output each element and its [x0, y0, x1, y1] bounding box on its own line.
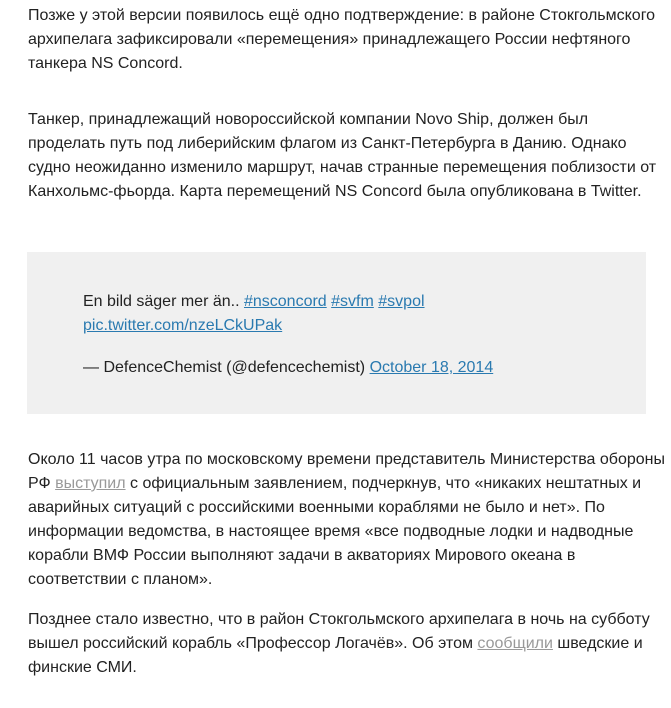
paragraph-ministry-statement — [28, 448, 668, 592]
paragraph-professor-logachev — [28, 608, 668, 680]
tweet-author: — DefenceChemist (@defencechemist) — [83, 359, 366, 376]
tweet-text-prefix: En bild säger mer än.. — [83, 293, 240, 310]
paragraph-text-end: шведские и финские СМИ. — [28, 635, 643, 676]
hashtag-link-svpol[interactable]: #svpol — [378, 293, 425, 310]
paragraph-text-end: с официальным заявлением, подчеркнув, что «никаких нештатных и аварийных ситуаций с российскими военными кораблями не было и нет». По информации ведомства, в настоящее время «все подводные лодки и надводные корабли ВМФ России выполняют задачи в акваториях Мирового океана в соответствии с планом». — [28, 475, 642, 588]
tweet-text — [83, 290, 425, 314]
tweet-pic-link[interactable]: pic.twitter.com/nzeLCkUPak — [83, 317, 283, 334]
paragraph-nsconcord-intro — [28, 4, 668, 76]
hashtag-link-nsconcord[interactable]: #nsconcord — [243, 293, 327, 310]
tweet-attribution — [83, 356, 493, 380]
hashtag-link-svfm[interactable]: #svfm — [331, 293, 374, 310]
media-report-link[interactable]: сообщили — [477, 635, 553, 652]
paragraph-text-start: Позднее стало известно, что в район Стокгольмского архипелага в ночь на субботу вышел российский корабль «Профессор Логачёв». Об этом — [28, 611, 650, 652]
paragraph-tanker-route — [28, 108, 668, 204]
tweet-date-link[interactable]: October 18, 2014 — [369, 359, 494, 376]
paragraph-text-start: Около 11 часов утра по московскому времени представитель Министерства обороны РФ — [28, 451, 665, 492]
embedded-tweet — [27, 252, 646, 414]
statement-link[interactable]: выступил — [55, 475, 126, 492]
tweet-pic-line — [83, 314, 282, 338]
paragraph-text: Танкер, принадлежащий новороссийской компании Novo Ship, должен был проделать путь под либерийским флагом из Санкт-Петербурга в Данию. Однако судно неожиданно изменило маршрут, начав странные перемещения поблизости от Канхольмс-фьорда. Карта перемещений NS Concord была опубликована в Twitter. — [28, 111, 657, 200]
paragraph-text: Позже у этой версии появилось ещё одно подтверждение: в районе Стокгольмского архипелага зафиксировали «перемещения» принадлежащего России нефтяного танкера NS Concord. — [28, 7, 656, 72]
